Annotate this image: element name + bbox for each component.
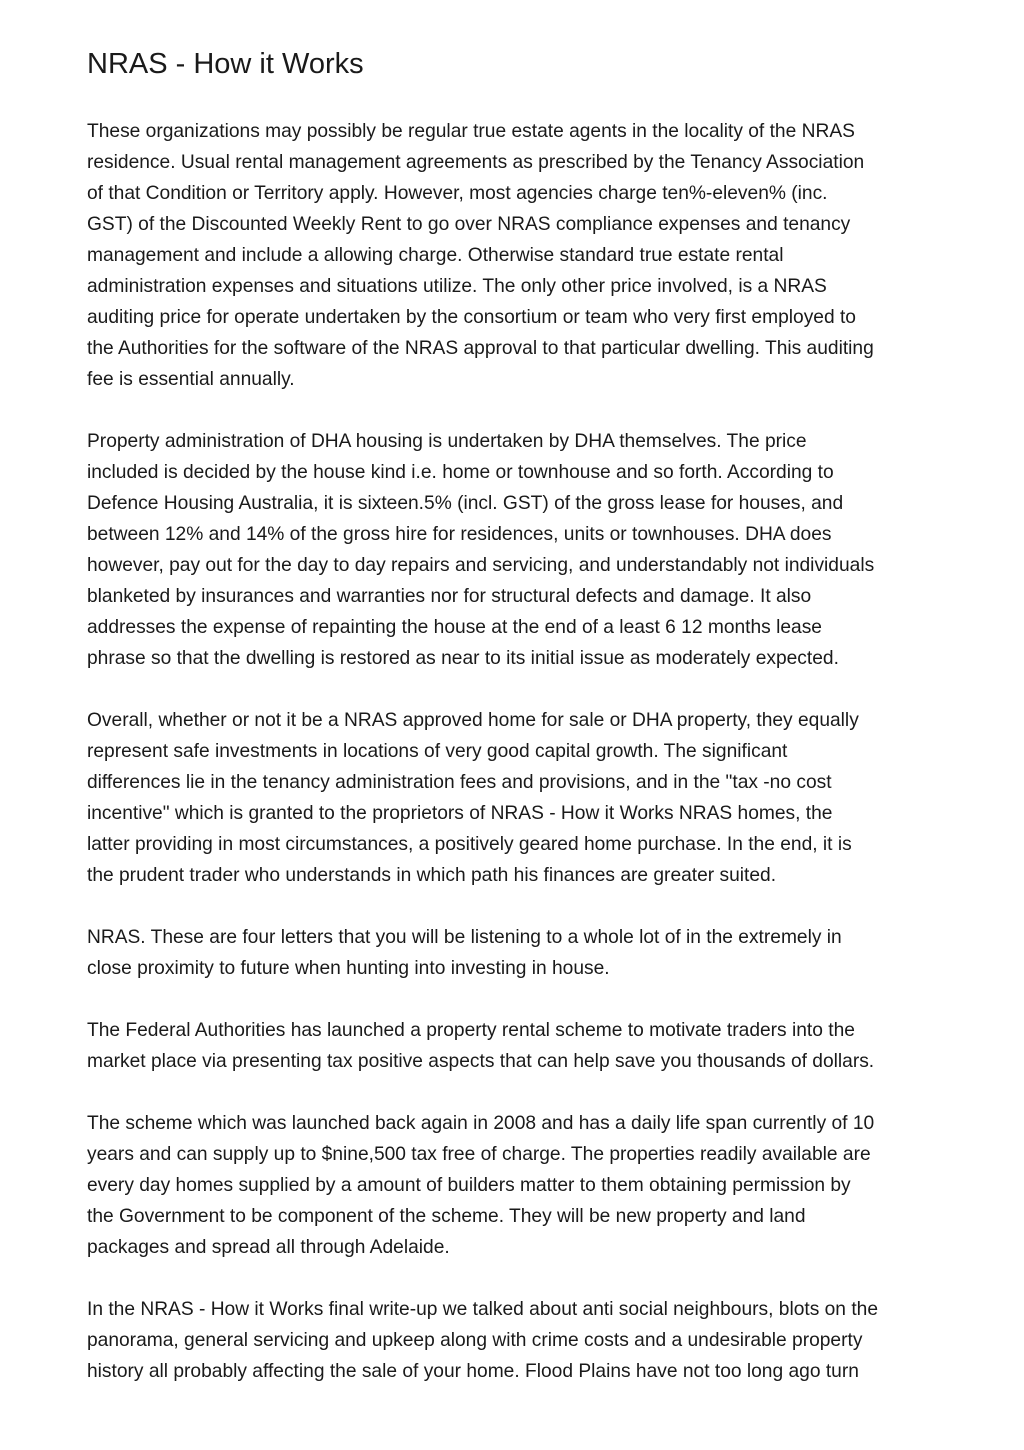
text-line: residence. Usual rental management agreements as prescribed by the Tenancy Association [87,152,865,173]
text-line: history all probably affecting the sale of your home. Flood Plains have not too long ago turn [87,1361,859,1382]
text-line: of that Condition or Territory apply. However, most agencies charge ten%-eleven% (inc. [87,183,828,204]
text-line: every day homes supplied by a amount of builders matter to them obtaining permission by [87,1175,851,1196]
text-line: GST) of the Discounted Weekly Rent to go over NRAS compliance expenses and tenancy [87,214,851,235]
text-line: NRAS. These are four letters that you will be listening to a whole lot of in the extremely in [87,927,842,948]
text-line: close proximity to future when hunting into investing in house. [87,958,610,979]
text-line: the Government to be component of the scheme. They will be new property and land [87,1206,806,1227]
text-line: management and include a allowing charge. Otherwise standard true estate rental [87,245,784,266]
text-line: market place via presenting tax positive aspects that can help save you thousands of dollars. [87,1051,875,1072]
text-line: Defence Housing Australia, it is sixteen.5% (incl. GST) of the gross lease for houses, and [87,493,844,514]
text-line: panorama, general servicing and upkeep along with crime costs and a undesirable property [87,1330,863,1351]
text-line: addresses the expense of repainting the house at the end of a least 6 12 months lease [87,617,822,638]
text-line: phrase so that the dwelling is restored as near to its initial issue as moderately expected. [87,648,839,669]
text-line: administration expenses and situations utilize. The only other price involved, is a NRAS [87,276,827,297]
text-line: Property administration of DHA housing is undertaken by DHA themselves. The price [87,431,807,452]
text-line: latter providing in most circumstances, a positively geared home purchase. In the end, it is [87,834,852,855]
paragraph-4 [87,922,967,984]
text-line: however, pay out for the day to day repairs and servicing, and understandably not individuals [87,555,875,576]
text-line: included is decided by the house kind i.e. home or townhouse and so forth. According to [87,462,834,483]
paragraph-3 [87,705,967,891]
text-line: packages and spread all through Adelaide. [87,1237,450,1258]
document-title: NRAS - How it Works [87,48,364,80]
text-line: between 12% and 14% of the gross hire for residences, units or townhouses. DHA does [87,524,832,545]
text-line: incentive" which is granted to the proprietors of NRAS - How it Works NRAS homes, the [87,803,833,824]
text-line: differences lie in the tenancy administration fees and provisions, and in the "tax -no cost [87,772,832,793]
text-line: years and can supply up to $nine,500 tax free of charge. The properties readily available are [87,1144,871,1165]
text-line: blanketed by insurances and warranties nor for structural defects and damage. It also [87,586,812,607]
text-line: These organizations may possibly be regular true estate agents in the locality of the NRAS [87,121,855,142]
text-line: The Federal Authorities has launched a property rental scheme to motivate traders into the [87,1020,855,1041]
text-line: auditing price for operate undertaken by the consortium or team who very first employed to [87,307,856,328]
paragraph-6 [87,1108,967,1263]
text-line: fee is essential annually. [87,369,295,390]
paragraph-2 [87,426,967,674]
text-line: represent safe investments in locations of very good capital growth. The significant [87,741,788,762]
document-body [87,116,967,1418]
text-line: the Authorities for the software of the NRAS approval to that particular dwelling. This auditing [87,338,874,359]
text-line: In the NRAS - How it Works final write-up we talked about anti social neighbours, blots on the [87,1299,878,1320]
text-line: Overall, whether or not it be a NRAS approved home for sale or DHA property, they equally [87,710,859,731]
text-line: The scheme which was launched back again in 2008 and has a daily life span currently of 10 [87,1113,875,1134]
paragraph-1 [87,116,967,395]
paragraph-5 [87,1015,967,1077]
text-line: the prudent trader who understands in which path his finances are greater suited. [87,865,777,886]
paragraph-7 [87,1294,967,1387]
